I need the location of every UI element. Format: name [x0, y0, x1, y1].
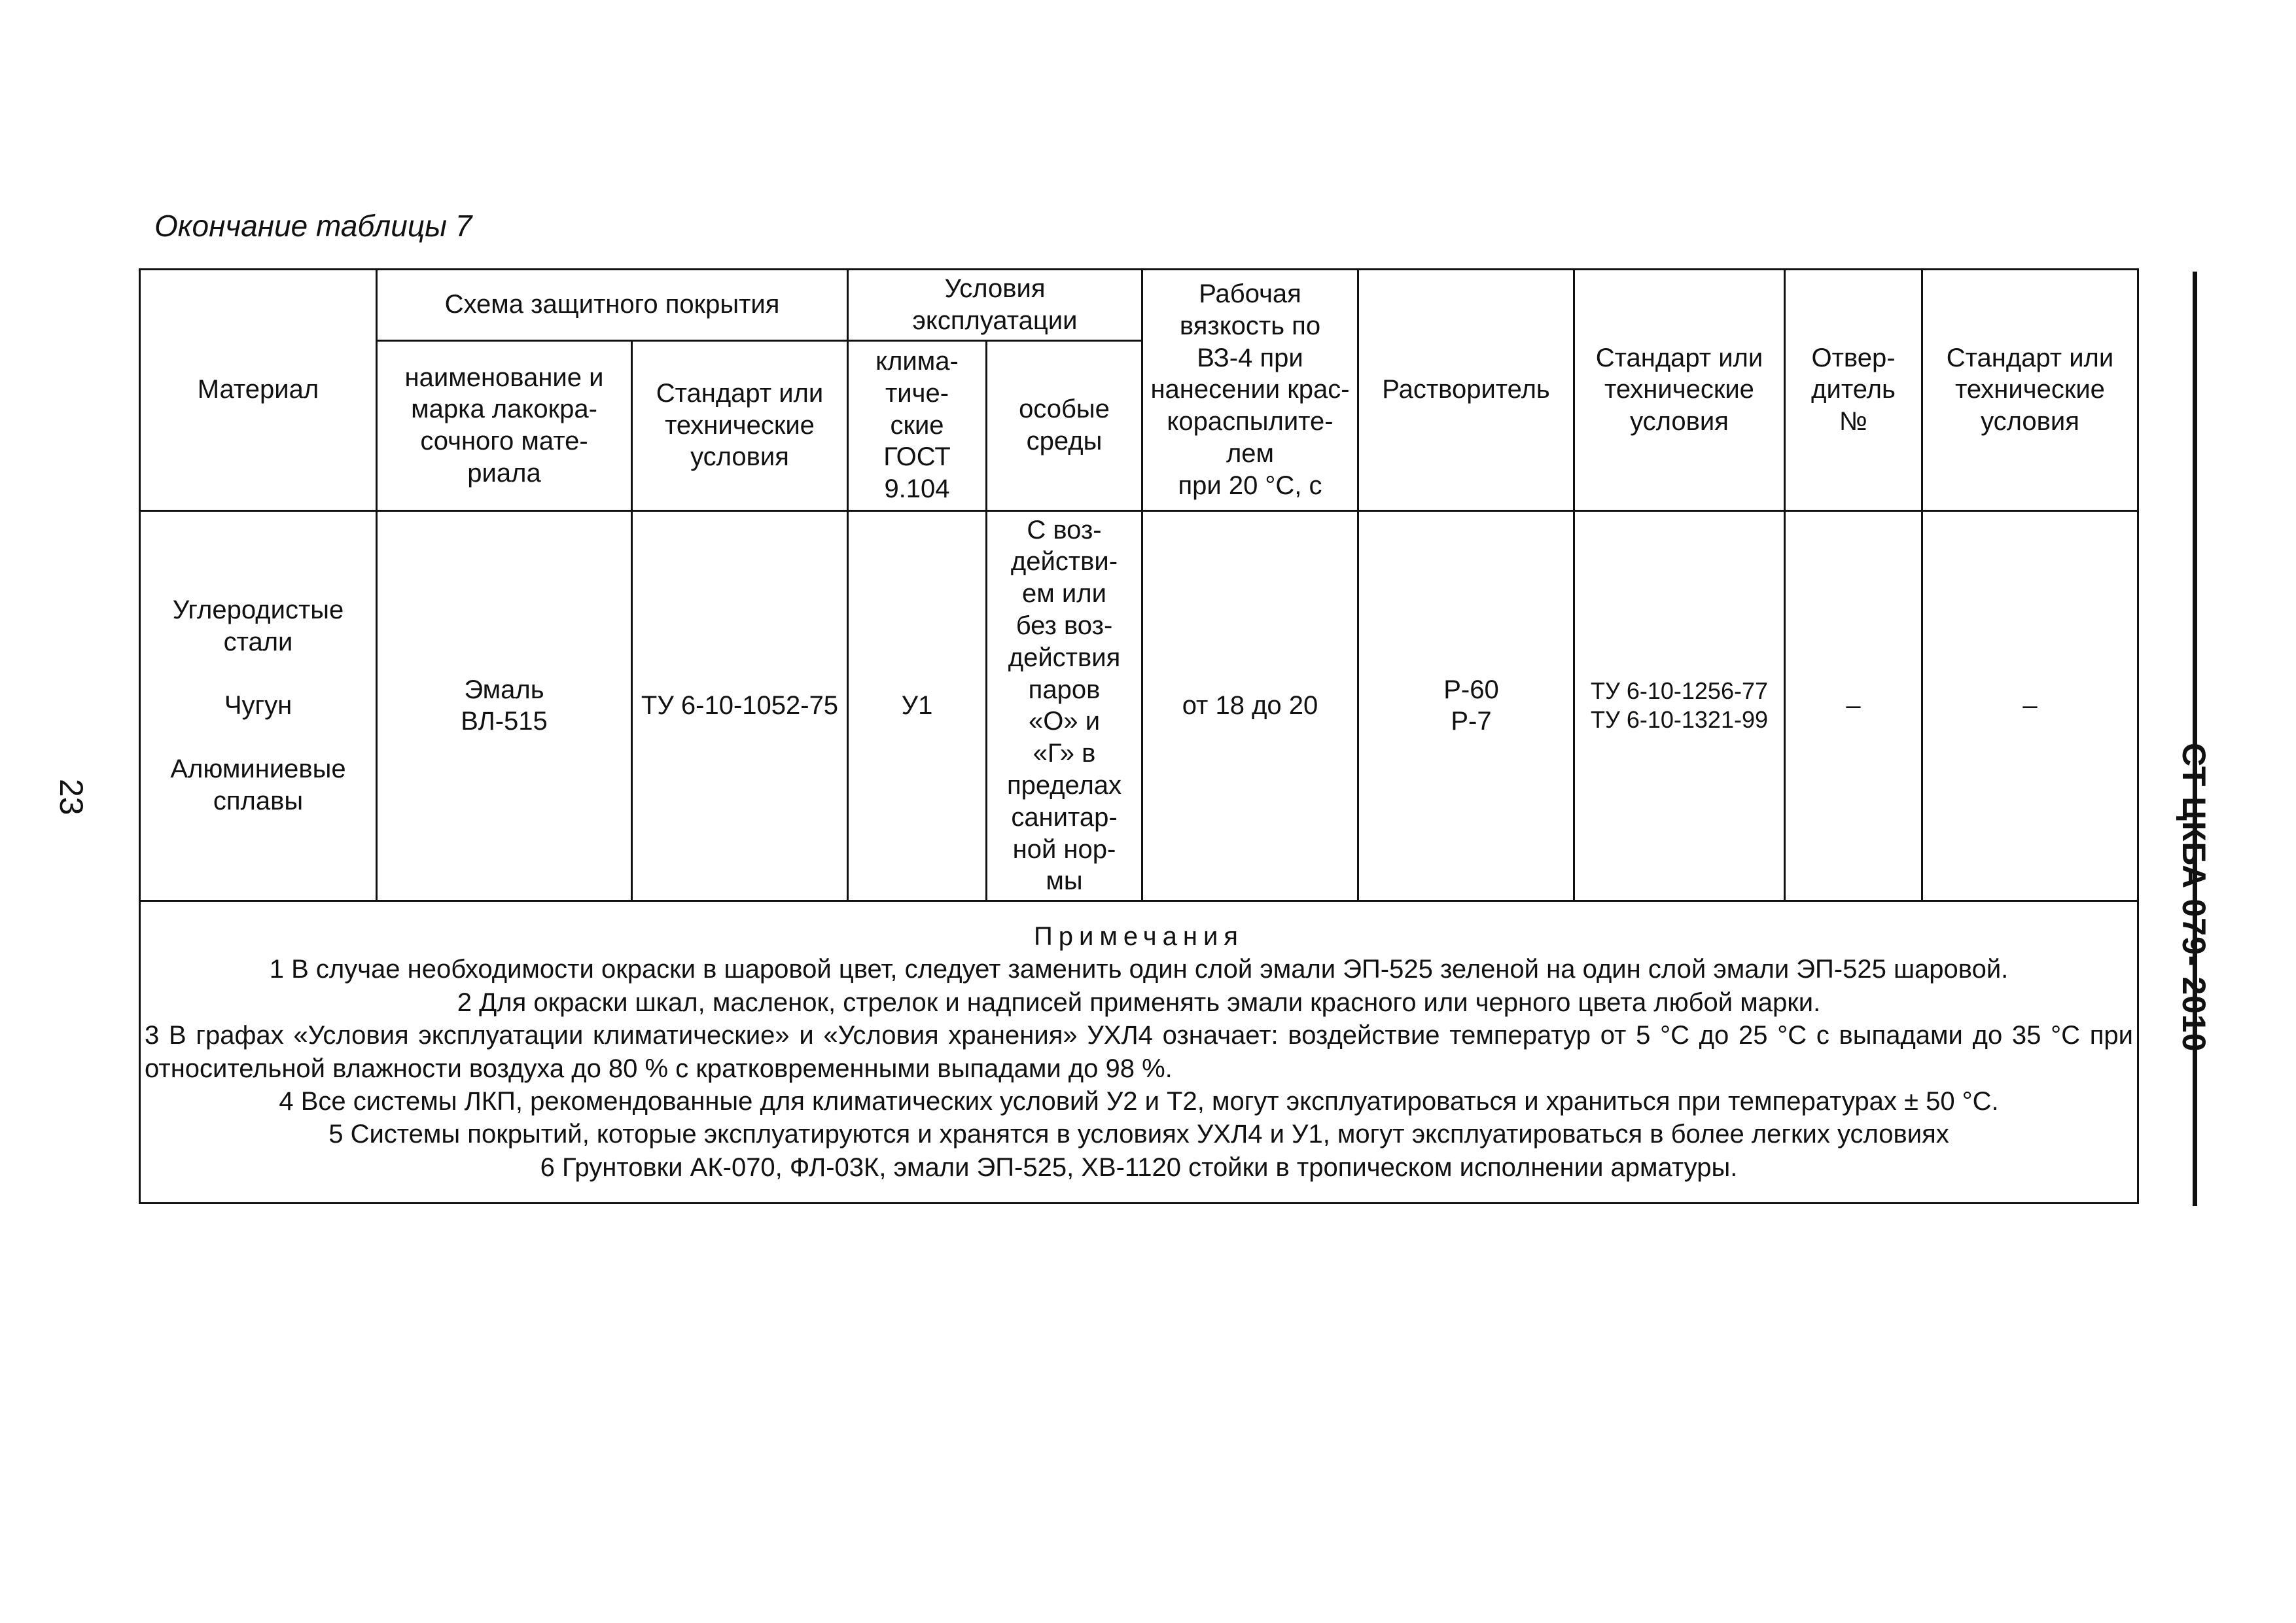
note-item: 3 В графах «Условия эксплуатации климатические» и «Условия хранения» УХЛ4 означает: воздействие температур от 5 °С до 25 °С с выпадами до 35 °С при относительной влажности воздуха до 80 % с кратковременными выпадами до 98 %.: [145, 1021, 2133, 1083]
special-env-line: действия: [1008, 643, 1121, 672]
header-operation-line: эксплуатации: [912, 306, 1078, 335]
material-line: Чугун: [224, 690, 292, 720]
page-number: 23: [53, 779, 90, 815]
note-item: 2 Для окраски шкал, масленок, стрелок и надписей применять эмали красного или черного цвета любой марки.: [457, 988, 1821, 1017]
header-operation-line: Условия: [944, 274, 1046, 303]
header-climatic-line: тиче-: [885, 378, 949, 408]
table-caption: Окончание таблицы 7: [154, 209, 472, 243]
header-viscosity-line: нанесении крас-: [1150, 375, 1350, 404]
header-hardener-standard-line: условия: [1981, 407, 2079, 437]
header-viscosity-line: лем: [1226, 438, 1275, 468]
header-paint-name-line: марка лакокра-: [411, 395, 597, 424]
material-line: Алюминиевые: [170, 754, 346, 783]
solvent-standard-line: ТУ 6-10-1321-99: [1590, 706, 1769, 734]
cell-materials: [140, 510, 377, 901]
cell-hardener-standard: –: [1922, 510, 2138, 901]
header-hardener: [1785, 270, 1922, 511]
header-paint-standard-line: условия: [690, 442, 789, 472]
solvent-line: Р-60: [1443, 675, 1499, 704]
margin-rule: [2193, 272, 2197, 1206]
header-special-env: [987, 340, 1142, 510]
header-climatic: [848, 340, 987, 510]
special-env-line: ной нор-: [1012, 834, 1116, 864]
header-hardener-line: №: [1839, 407, 1867, 437]
note-item: 4 Все системы ЛКП, рекомендованные для климатических условий У2 и Т2, могут эксплуатироваться и храниться при температурах ± 50 °С.: [279, 1086, 1999, 1116]
header-paint-name-line: риала: [467, 458, 541, 488]
header-solvent-standard-line: Стандарт или: [1595, 343, 1763, 372]
header-operation-group: [848, 270, 1142, 341]
special-env-line: действи-: [1010, 547, 1118, 577]
header-viscosity-line: при 20 °С, с: [1178, 471, 1322, 500]
cell-paint: [377, 510, 632, 901]
special-env-line: паров: [1028, 675, 1101, 704]
special-env-line: ем или: [1022, 579, 1106, 609]
cell-paint-standard: ТУ 6-10-1052-75: [632, 510, 848, 901]
header-viscosity: [1142, 270, 1358, 511]
cell-solvent-standards: [1574, 510, 1785, 901]
header-hardener-standard-line: Стандарт или: [1946, 343, 2114, 372]
solvent-line: Р-7: [1451, 707, 1492, 736]
header-climatic-line: ГОСТ: [883, 442, 951, 472]
special-env-line: без воз-: [1016, 611, 1113, 640]
header-paint-name: [377, 340, 632, 510]
header-hardener-line: Отвер-: [1811, 343, 1896, 372]
special-env-line: С воз-: [1027, 515, 1102, 544]
header-paint-standard: [632, 340, 848, 510]
special-env-line: пределах: [1006, 770, 1122, 800]
header-viscosity-line: ВЗ-4 при: [1197, 343, 1303, 372]
cell-viscosity: от 18 до 20: [1142, 510, 1358, 901]
header-paint-name-line: наименование и: [404, 363, 604, 392]
cell-hardener: –: [1785, 510, 1922, 901]
note-item: 1 В случае необходимости окраски в шаровой цвет, следует заменить один слой эмали ЭП-525 зеленой на один слой эмали ЭП-525 шаровой.: [269, 955, 2009, 984]
header-viscosity-line: Рабочая: [1199, 279, 1301, 308]
header-viscosity-line: вязкость по: [1179, 311, 1321, 340]
header-solvent-standard-line: технические: [1604, 375, 1754, 404]
header-viscosity-line: кораспылите-: [1167, 407, 1333, 437]
special-env-line: санитар-: [1011, 802, 1118, 832]
note-item: 6 Грунтовки АК-070, ФЛ-03К, эмали ЭП-525, ХВ-1120 стойки в тропическом исполнении арматуры.: [540, 1152, 1738, 1182]
header-solvent: Растворитель: [1358, 270, 1574, 511]
header-climatic-line: ские: [890, 410, 944, 440]
header-hardener-standard: [1922, 270, 2138, 511]
special-env-line: мы: [1046, 866, 1083, 896]
special-env-line: «Г» в: [1033, 739, 1096, 768]
header-scheme-group: Схема защитного покрытия: [377, 270, 848, 341]
header-special-env-line: среды: [1026, 427, 1103, 456]
document-code: СТ ЦКБА 079- 2010: [2176, 743, 2212, 1052]
material-line: сплавы: [213, 786, 304, 815]
header-paint-standard-line: технические: [665, 410, 815, 440]
material-line: Углеродистые: [172, 596, 344, 625]
header-climatic-line: клима-: [875, 347, 959, 376]
paint-line: Эмаль: [464, 675, 544, 704]
header-special-env-line: особые: [1019, 395, 1110, 424]
notes-title: Примечания: [1034, 922, 1244, 952]
note-item: 5 Системы покрытий, которые эксплуатируются и хранятся в условиях УХЛ4 и У1, могут эксплуатироваться в более легких условиях: [328, 1120, 1949, 1149]
cell-special-env: [987, 510, 1142, 901]
header-material: Материал: [140, 270, 377, 511]
header-solvent-standard-line: условия: [1630, 407, 1729, 437]
coating-table: [139, 268, 2139, 1204]
special-env-line: «О» и: [1028, 707, 1101, 736]
cell-climatic: У1: [848, 510, 987, 901]
paint-line: ВЛ-515: [461, 707, 548, 736]
solvent-standard-line: ТУ 6-10-1256-77: [1590, 677, 1769, 705]
header-paint-name-line: сочного мате-: [420, 427, 588, 456]
material-line: стали: [223, 628, 293, 657]
header-solvent-standard: [1574, 270, 1785, 511]
header-climatic-line: 9.104: [884, 474, 950, 504]
notes-cell: [140, 901, 2138, 1204]
header-paint-standard-line: Стандарт или: [656, 378, 824, 408]
header-hardener-standard-line: технические: [1955, 375, 2105, 404]
cell-solvents: [1358, 510, 1574, 901]
header-hardener-line: дитель: [1811, 375, 1896, 404]
